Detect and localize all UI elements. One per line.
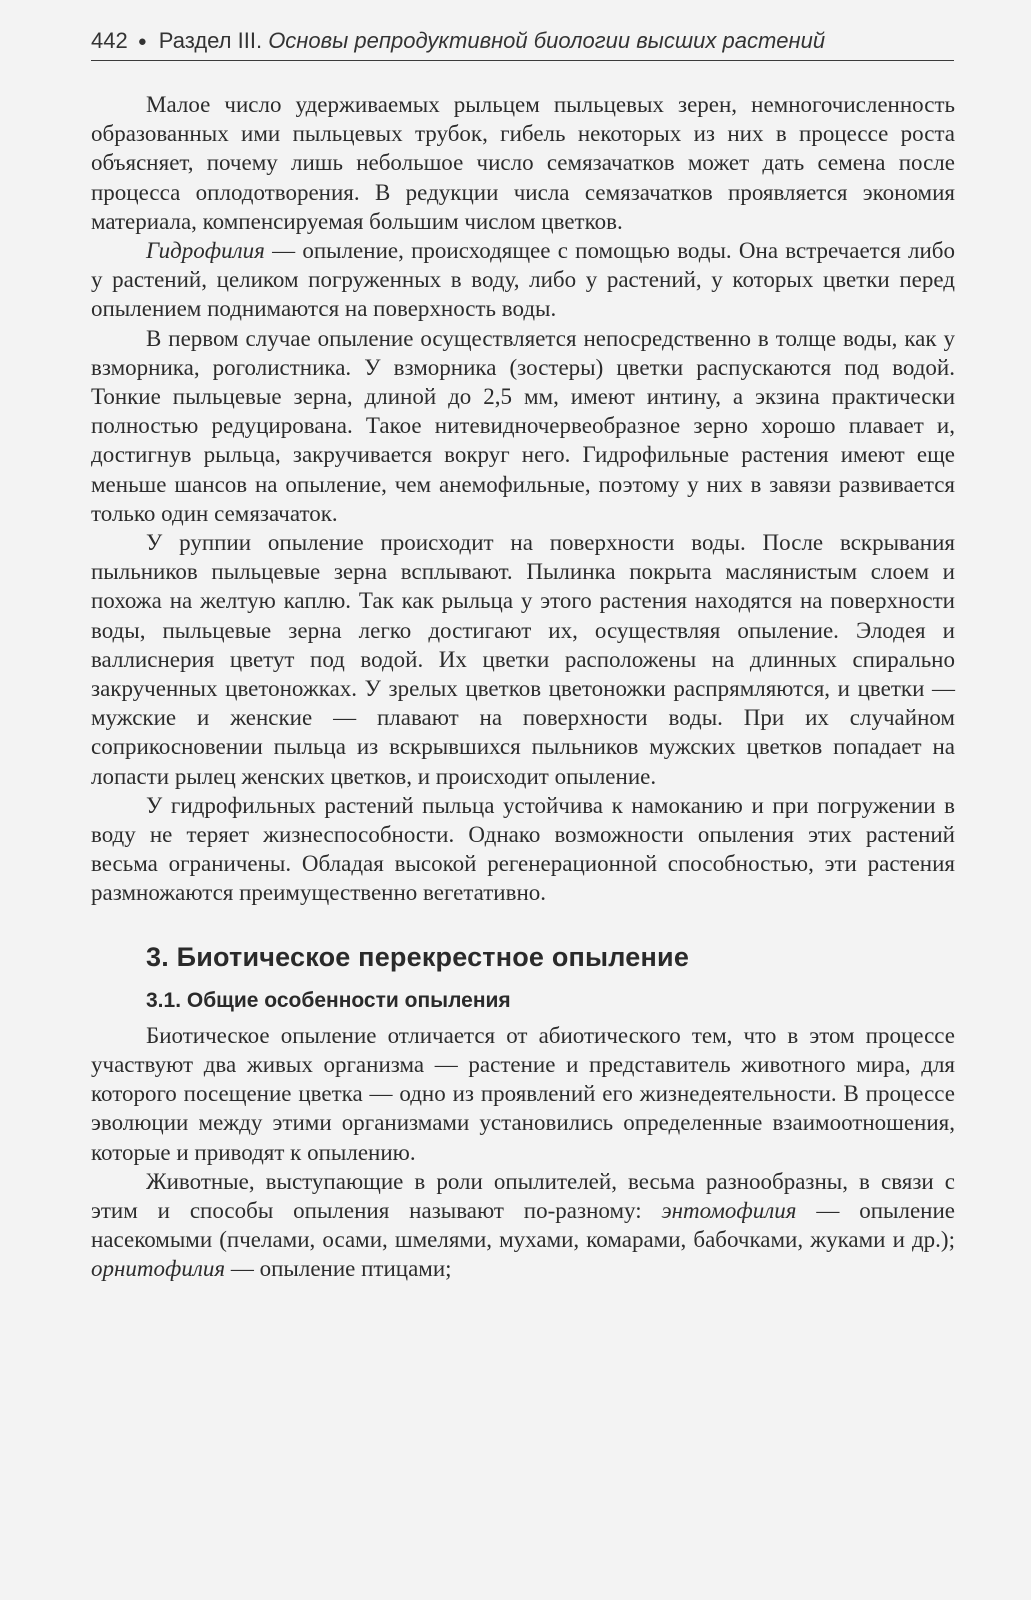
term: орнитофилия <box>91 1256 226 1282</box>
body-text <box>91 90 955 1284</box>
bullet-icon: ● <box>137 33 147 50</box>
subsection-heading: 3.1. Общие особенности опыления <box>146 988 511 1012</box>
running-title: Основы репродуктивной биологии высших растений <box>268 28 826 53</box>
paragraph: Животные, выступающие в роли опылителей, весьма разнообразны, в связи с этим и способы опыления называют по-разному: энтомофилия — опыление насекомыми (пчелами, осами, шмелями, мухами, комарами, бабочками, жуками и др.); орнитофилия — опыление птицами; <box>91 1168 956 1282</box>
paragraph: У руппии опыление происходит на поверхности воды. После вскрывания пыльников пыльцевые зерна всплывают. Пылинка покрыта маслянистым слоем и похожа на желтую каплю. Так как рыльца у этого растения находятся на поверхности воды, пыльцевые зерна легко достигают их, осуществляя опыление. Элодея и валлиснерия цветут под водой. Их цветки расположены на длинных спирально закрученных цветоножках. У зрелых цветков цветоножки распрямляются, и цветки — мужские и женские — плавают на поверхности воды. При их случайном соприкосновении пыльца из вскрывшихся пыльников мужских цветков попадает на лопасти рылец женских цветков, и происходит опыление. <box>91 530 955 789</box>
page-number: 442 <box>91 28 128 53</box>
section-heading: 3. Биотическое перекрестное опыление <box>146 941 690 972</box>
term: Гидрофилия <box>146 238 265 264</box>
paragraph: У гидрофильных растений пыльца устойчива к намоканию и при погружении в воду не теряет жизнеспособности. Однако возможности опыления этих растений весьма ограничены. Обладая высокой регенерационной способностью, эти растения размножаются преимущественно вегетативно. <box>91 792 955 906</box>
section-label: Раздел III. <box>158 28 263 53</box>
term: энтомофилия <box>661 1197 797 1223</box>
paragraph: Гидрофилия — опыление, происходящее с помощью воды. Она встречается либо у растений, целиком погруженных в воду, либо у растений, у которых цветки перед опылением поднимаются на поверхность воды. <box>91 238 955 322</box>
paragraph: Малое число удерживаемых рыльцем пыльцевых зерен, немногочисленность образованных ими пыльцевых трубок, гибель некоторых из них в процессе роста объясняет, почему лишь небольшое число семязачатков может дать семена после процесса оплодотворения. В редукции числа семязачатков проявляется экономия материала, компенсируемая большим числом цветков. <box>91 92 955 234</box>
paragraph: В первом случае опыление осуществляется непосредственно в толще воды, как у взморника, роголистника. У взморника (зостеры) цветки распускаются под водой. Тонкие пыльцевые зерна, длиной до 2,5 мм, имеют интину, а экзина практически полностью редуцирована. Такое нитевидночервеобразное зерно хорошо плавает и, достигнув рыльца, закручивается вокруг него. Гидрофильные растения имеют еще меньше шансов на опыление, чем анемофильные, поэтому у них в завязи развивается только один семязачаток. <box>91 325 955 526</box>
running-head <box>91 26 954 61</box>
paragraph: Биотическое опыление отличается от абиотического тем, что в этом процессе участвуют два живых организма — растение и представитель животного мира, для которого посещение цветка — одно из проявлений его жизнедеятельности. В процессе эволюции между этими организмами установились определенные взаимоотношения, которые и приводят к опылению. <box>91 1022 955 1165</box>
